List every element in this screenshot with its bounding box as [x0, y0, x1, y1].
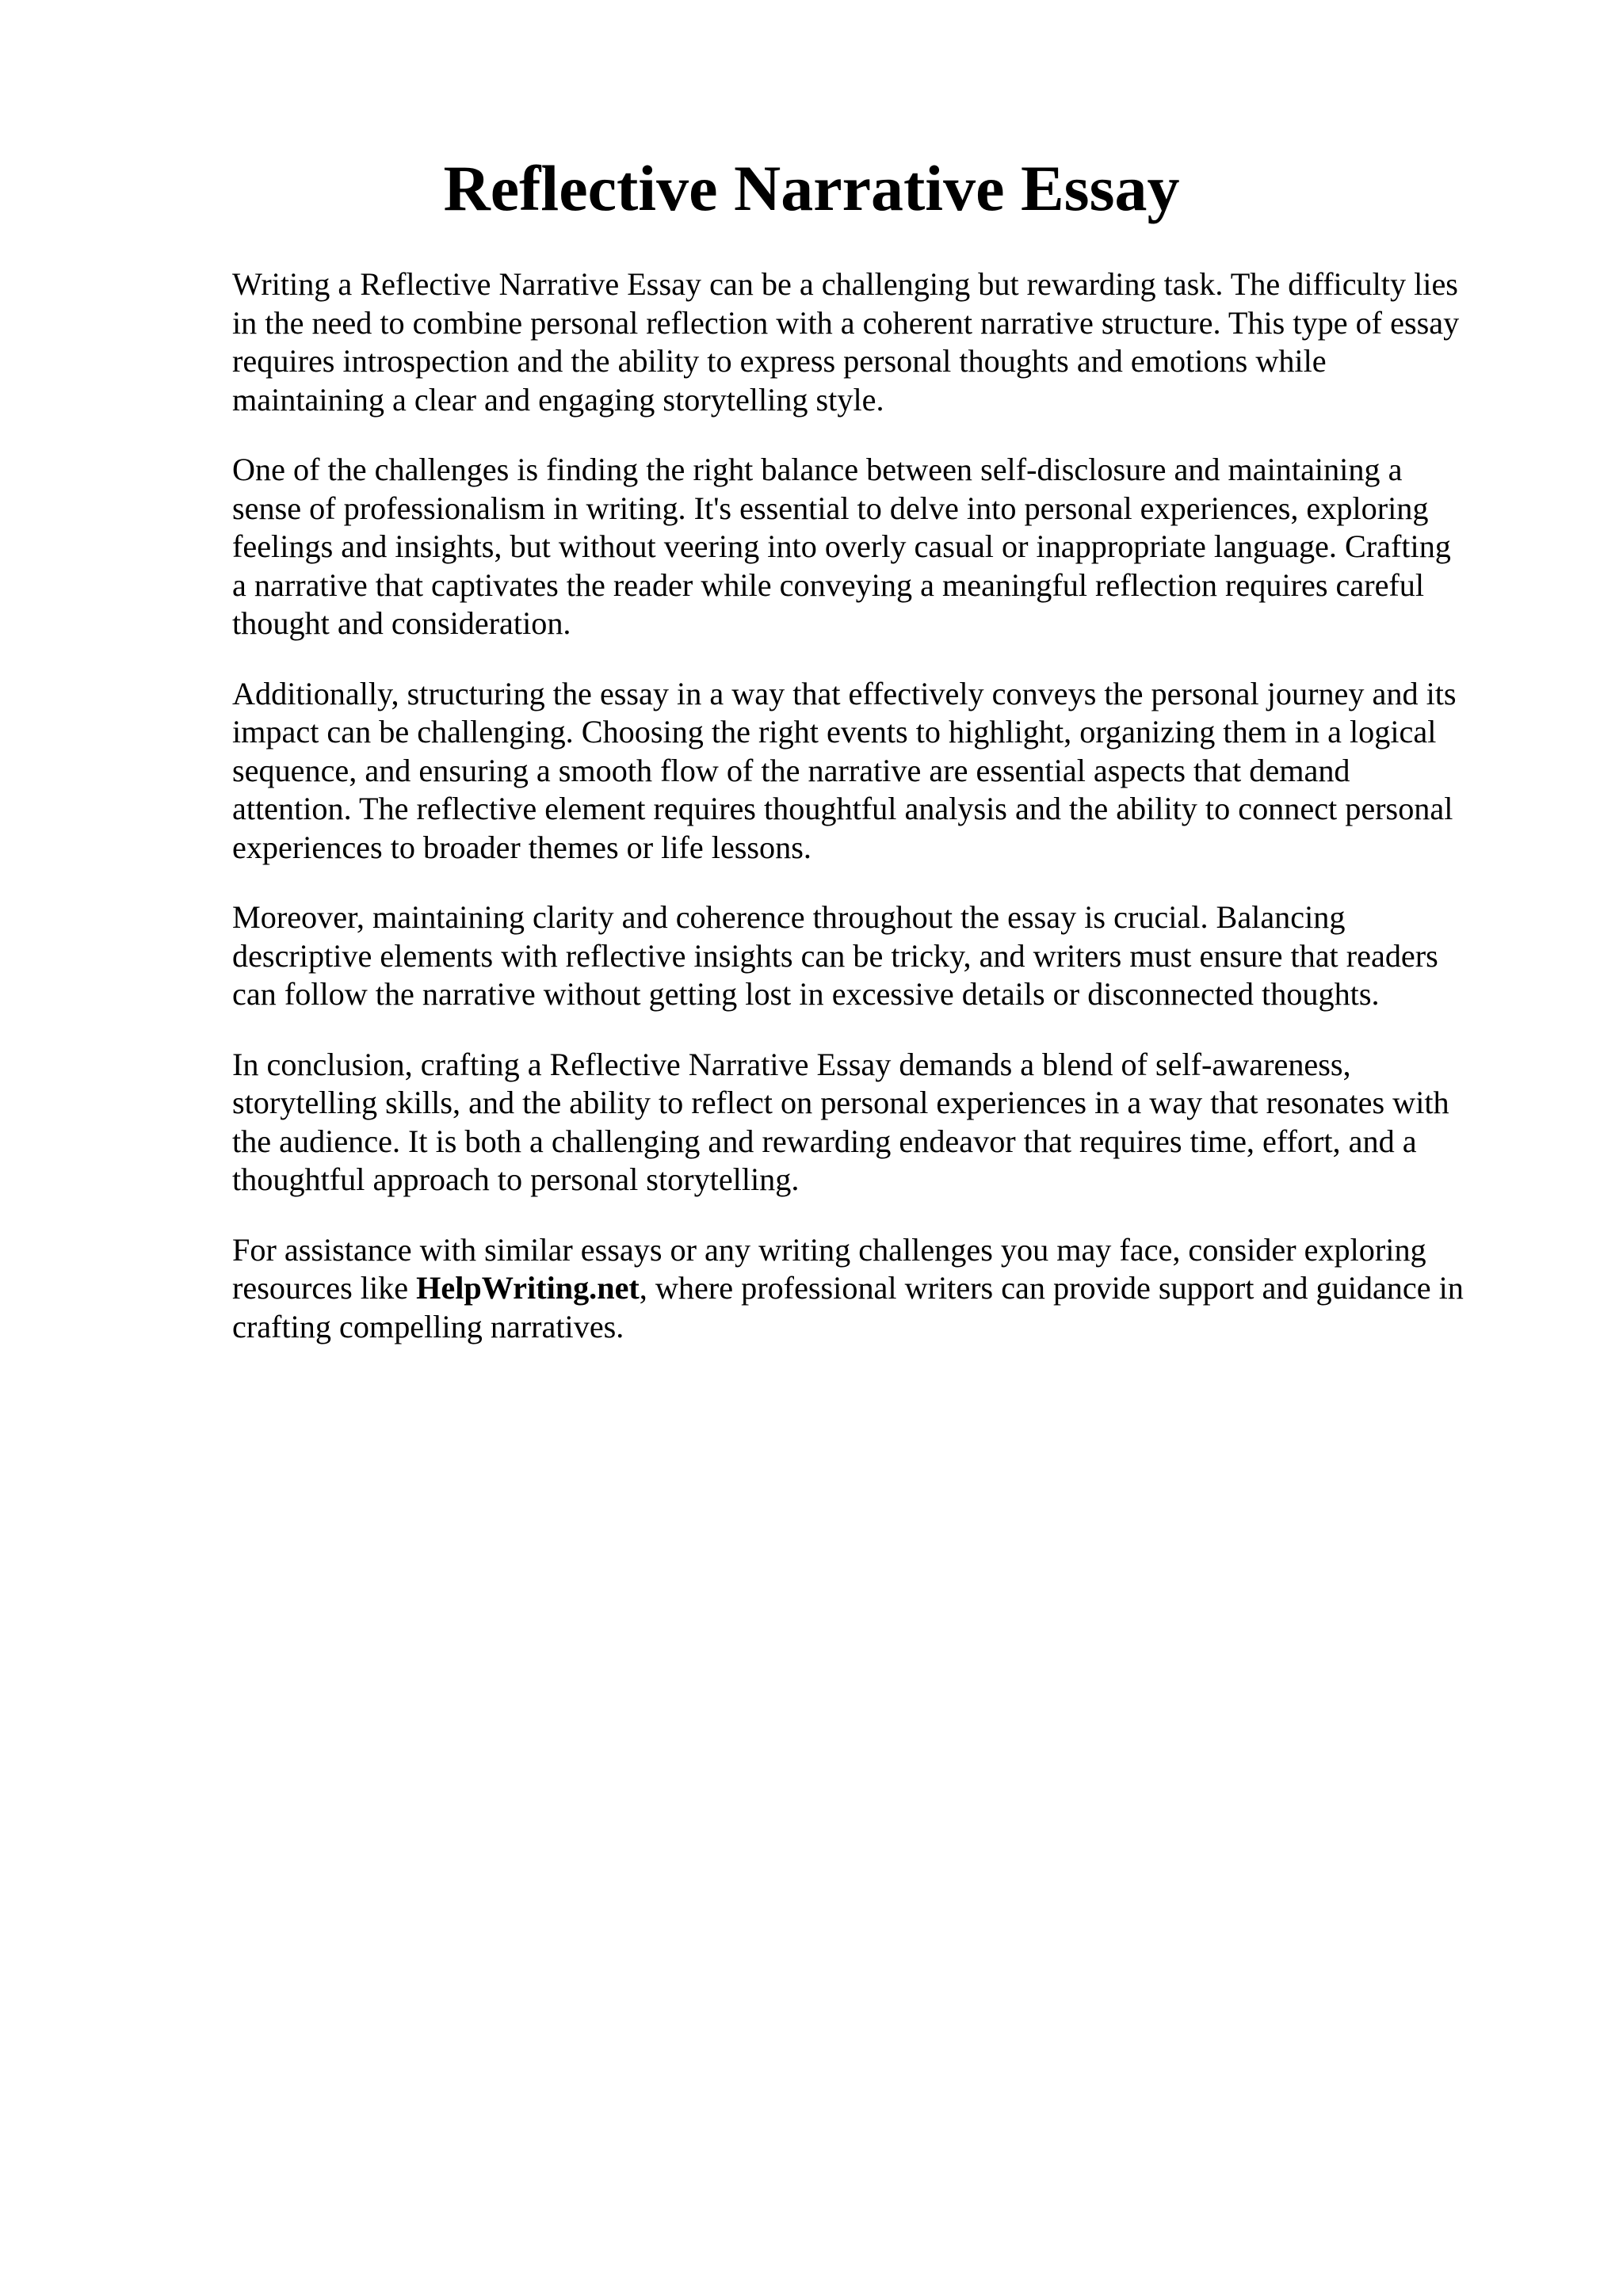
text-line: Additionally, structuring the essay in a way that effectively conveys the personal journey and its: [232, 675, 1457, 711]
text-line: attention. The reflective element requires thoughtful analysis and the ability to connect personal: [232, 791, 1453, 826]
text-line: crafting compelling narratives.: [232, 1308, 624, 1344]
text-line: For assistance with similar essays or any writing challenges you may face, consider exploring: [232, 1231, 1426, 1268]
text-line: thought and consideration.: [232, 605, 571, 641]
text-line: One of the challenges is finding the right balance between self-disclosure and maintaining a: [232, 452, 1403, 487]
text-line: in the need to combine personal reflection with a coherent narrative structure. This type of essay: [232, 304, 1460, 341]
text-line: maintaining a clear and engaging storytelling style.: [232, 381, 884, 418]
text-line: experiences to broader themes or life lessons.: [232, 829, 812, 865]
text-segment: , where professional writers can provide support and guidance in: [639, 1270, 1464, 1306]
helpwriting-link[interactable]: HelpWriting.net: [416, 1270, 640, 1306]
text-line-with-link: [232, 1269, 1536, 1308]
text-line: feelings and insights, but without veering into overly casual or inappropriate language. Crafting: [232, 528, 1451, 564]
paragraph-4: [232, 898, 1536, 1014]
text-line: sense of professionalism in writing. It's essential to delve into personal experiences, exploring: [232, 490, 1429, 526]
text-line: impact can be challenging. Choosing the right events to highlight, organizing them in a logical: [232, 714, 1437, 749]
text-line: sequence, and ensuring a smooth flow of the narrative are essential aspects that demand: [232, 752, 1350, 788]
text-line: Moreover, maintaining clarity and coherence throughout the essay is crucial. Balancing: [232, 899, 1346, 935]
essay-body: [232, 265, 1536, 1378]
text-line: a narrative that captivates the reader while conveying a meaningful reflection requires careful: [232, 566, 1425, 603]
text-line: In conclusion, crafting a Reflective Narrative Essay demands a blend of self-awareness,: [232, 1046, 1351, 1082]
page-title: Reflective Narrative Essay: [443, 152, 1180, 224]
text-line: the audience. It is both a challenging and rewarding endeavor that requires time, effort, and a: [232, 1123, 1417, 1159]
text-line: Writing a Reflective Narrative Essay can be a challenging but rewarding task. The difficulty lies: [232, 266, 1458, 302]
paragraph-1: [232, 265, 1536, 419]
paragraph-5: [232, 1046, 1536, 1199]
closing-paragraph: [232, 1231, 1536, 1347]
paragraph-3: [232, 675, 1536, 868]
text-line: thoughtful approach to personal storytelling.: [232, 1161, 800, 1197]
text-segment: resources like: [232, 1270, 417, 1306]
text-line: descriptive elements with reflective insights can be tricky, and writers must ensure that readers: [232, 937, 1438, 974]
text-line: can follow the narrative without getting lost in excessive details or disconnected thoughts.: [232, 976, 1380, 1012]
text-line: storytelling skills, and the ability to reflect on personal experiences in a way that resonates with: [232, 1085, 1449, 1120]
text-line: requires introspection and the ability to express personal thoughts and emotions while: [232, 343, 1327, 379]
paragraph-2: [232, 451, 1536, 643]
